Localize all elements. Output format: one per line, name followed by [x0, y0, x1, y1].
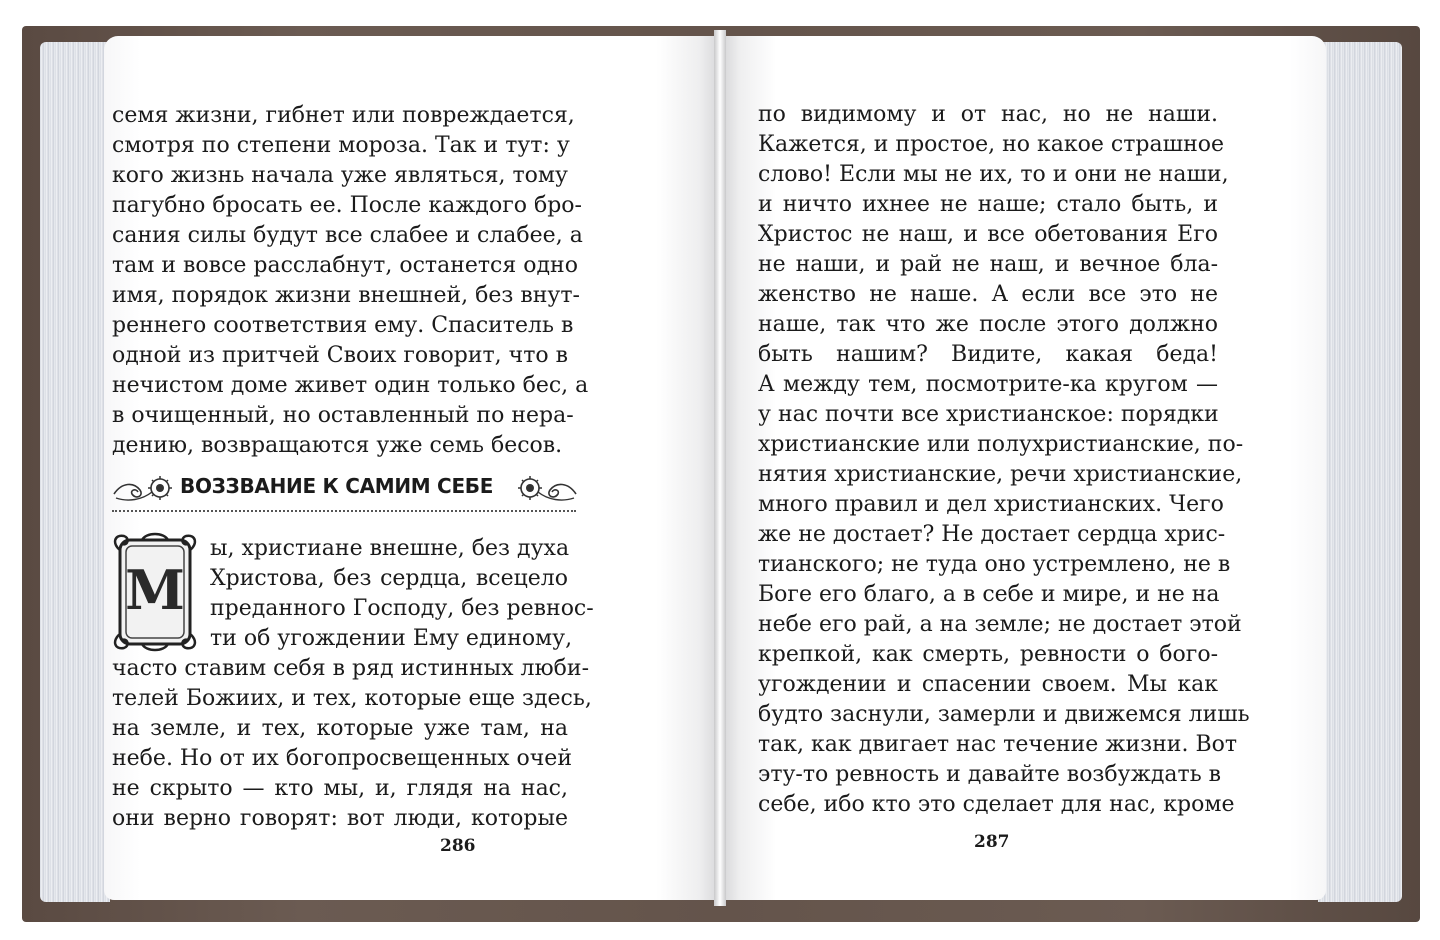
text-line: угождении и спасении своем. Мы как	[758, 672, 1218, 697]
text-line: кого жизнь начала уже являться, тому	[112, 163, 568, 188]
text-line: быть нашим? Видите, какая беда!	[758, 342, 1218, 367]
text-line: тианского; не туда оно устремлено, не в	[758, 552, 1231, 577]
page-number-left: 286	[440, 836, 476, 856]
text-line: ти об угождении Ему единому,	[210, 626, 573, 651]
text-line: семя жизни, гибнет или повреждается,	[112, 103, 575, 128]
text-line: будто заснули, замерли и движемся лишь	[758, 702, 1250, 727]
text-line: наше, так что же после этого должно	[758, 312, 1218, 337]
text-line: христианские или полухристианские, по-	[758, 432, 1244, 457]
heading-dotted-rule	[112, 510, 576, 512]
text-line: себе, ибо кто это сделает для нас, кроме	[758, 792, 1235, 817]
page-edges-right	[1318, 42, 1402, 902]
text-line: женство не наше. А если все это не	[758, 282, 1218, 307]
text-line: сания силы будут все слабее и слабее, а	[112, 223, 583, 248]
text-line: А между тем, посмотрите-ка кругом —	[758, 372, 1218, 397]
text-line: одной из притчей Своих говорит, что в	[112, 343, 568, 368]
text-line: и ничто ихнее не наше; стало быть, и	[758, 192, 1218, 217]
text-line: часто ставим себя в ряд истинных люби-	[112, 656, 590, 681]
text-line: смотря по степени мороза. Так и тут: у	[112, 133, 570, 158]
text-line: нечистом доме живет один только бес, а	[112, 373, 589, 398]
left-page-appeal-text	[112, 534, 594, 834]
text-line: Боге его благо, а в себе и мире, и не на	[758, 582, 1220, 607]
ornament-right-icon	[512, 468, 578, 508]
text-line: они верно говорят: вот люди, которые	[112, 806, 568, 831]
section-heading-title: ВОЗЗВАНИЕ К САМИМ СЕБЕ	[180, 474, 494, 498]
text-line: небе его рай, а на земле; не достает этой	[758, 612, 1242, 637]
text-line: слово! Если мы не их, то и они не наши,	[758, 162, 1229, 187]
section-heading	[112, 468, 576, 514]
ornament-left-icon	[112, 468, 178, 508]
drop-cap-letter: М	[125, 558, 185, 622]
text-line: пагубно бросать ее. После каждого бро-	[112, 193, 582, 218]
text-line: преданного Господу, без ревнос-	[210, 596, 594, 621]
text-line: не скрыто — кто мы, и, глядя на нас,	[112, 776, 568, 801]
page-number-right: 287	[974, 832, 1010, 852]
left-page-text	[112, 101, 589, 461]
text-line: реннего соответствия ему. Спаситель в	[112, 313, 574, 338]
page-edges-left	[40, 42, 110, 902]
right-page-text	[758, 100, 1250, 820]
text-line: не наши, и рай не наш, и вечное бла-	[758, 252, 1218, 277]
text-line: Христос не наш, и все обетования Его	[758, 222, 1218, 247]
text-line: Кажется, и простое, но какое страшное	[758, 132, 1224, 157]
text-line: там и вовсе расслабнут, останется одно	[112, 253, 578, 278]
text-line: эту-то ревность и давайте возбуждать в	[758, 762, 1222, 787]
text-line: небе. Но от их богопросвещенных очей	[112, 746, 572, 771]
text-line: у нас почти все христианское: порядки	[758, 402, 1219, 427]
text-line: телей Божиих, и тех, которые еще здесь,	[112, 686, 592, 711]
text-line: много правил и дел христианских. Чего	[758, 492, 1224, 517]
text-line: имя, порядок жизни внешней, без внут-	[112, 283, 580, 308]
text-line: дению, возвращаются уже семь бесов.	[112, 433, 563, 458]
text-line: по видимому и от нас, но не наши.	[758, 102, 1218, 127]
text-line: нятия христианские, речи христианские,	[758, 462, 1243, 487]
text-line: крепкой, как смерть, ревности о бого-	[758, 642, 1218, 667]
text-line: Христова, без сердца, всецело	[210, 566, 568, 591]
text-line: ы, христиане внешне, без духа	[210, 536, 570, 561]
text-line: же не достает? Не достает сердца хрис-	[758, 522, 1226, 547]
text-line: в очищенный, но оставленный по нера-	[112, 403, 574, 428]
book-gutter	[714, 30, 726, 906]
text-line: на земле, и тех, которые уже там, на	[112, 716, 568, 741]
text-line: так, как двигает нас течение жизни. Вот	[758, 732, 1238, 757]
